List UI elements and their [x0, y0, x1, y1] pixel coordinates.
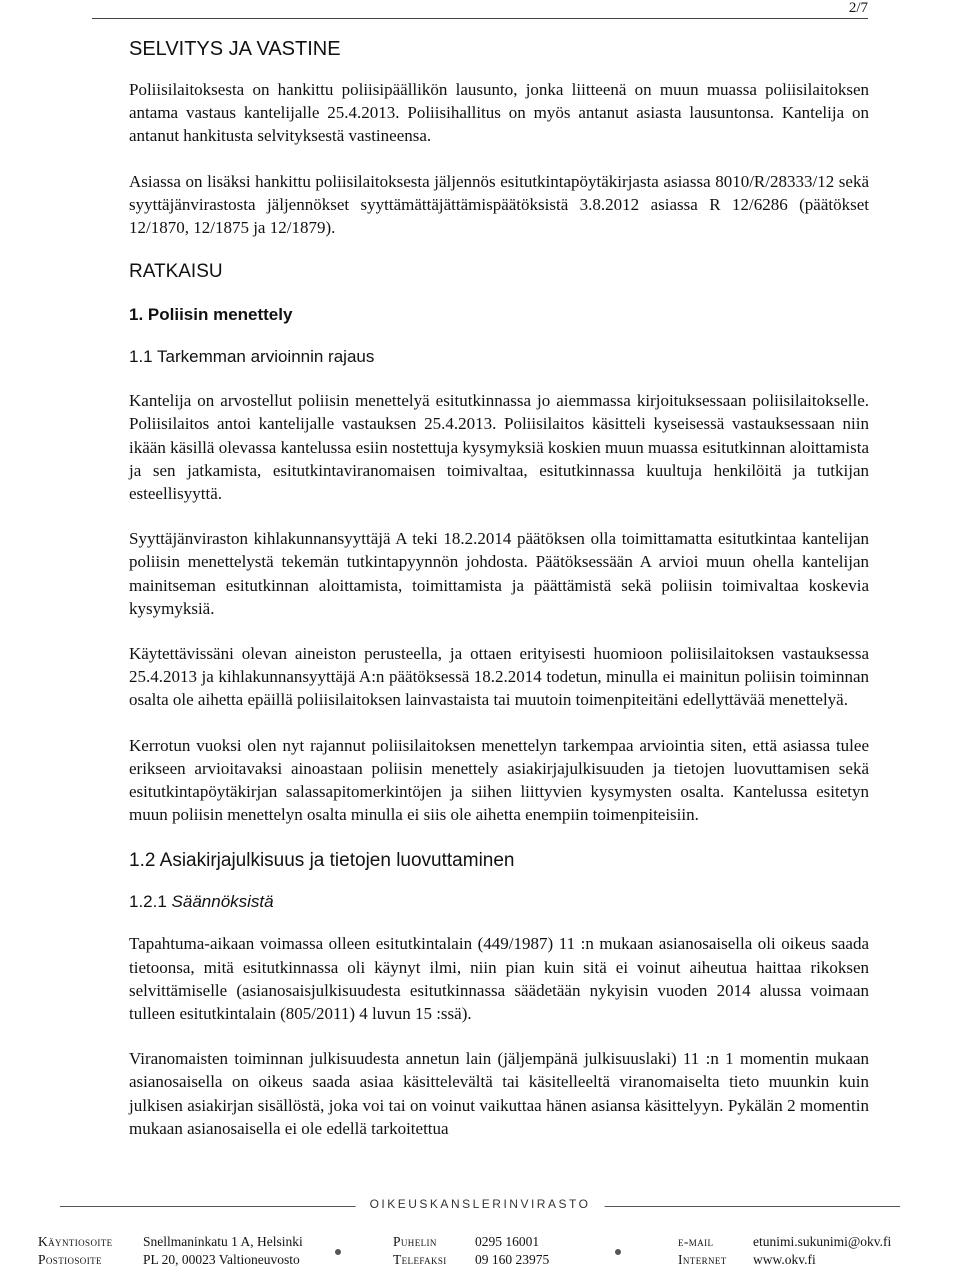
heading-selvitys: SELVITYS JA VASTINE — [129, 38, 341, 60]
footer-separator-dot — [615, 1249, 621, 1255]
section-number: 1.2.1 — [129, 892, 172, 912]
footer-label: Internet — [678, 1252, 727, 1267]
paragraph: Viranomaisten toiminnan julkisuudesta annetun lain (jäljempänä julkisuuslaki) 11 :n 1 momentin mukaan asianosaisella on oikeus saada asiaa käsittelevältä tai käsitelleeltä viranomaiselta tieto muunkin kuin julkisen asiakirjan sisällöstä, joka voi tai on voinut vaikuttaa hänen asiansa käsittelyyn. Pykälän 2 momentin mukaan asianosaisella ei ole edellä tarkoitettua — [129, 1049, 869, 1138]
footer-phone: 0295 16001 — [475, 1234, 540, 1249]
document-body — [129, 38, 869, 1140]
footer-label: Postiosoite — [38, 1252, 102, 1267]
footer-fax: 09 160 23975 — [475, 1252, 550, 1267]
footer-label: Puhelin — [393, 1234, 437, 1249]
heading-saannoksista — [129, 892, 869, 912]
footer-brand: OIKEUSKANSLERINVIRASTO — [356, 1197, 605, 1211]
footer-label: e-mail — [678, 1234, 714, 1249]
paragraph: Tapahtuma-aikaan voimassa olleen esitutkintalain (449/1987) 11 :n mukaan asianosaisella oli oikeus saada tietoonsa, mitä esitutkinnassa oli käynyt ilmi, niin pian kuin sitä ei voinut aiheutua haittaa rikoksen selvittämiselle (asianosaisjulkisuudesta esitutkinnassa säädetään nykyisin vuoden 2014 alussa voimaan tulleen esitutkintalain (805/2011) 4 luvun 15 :ssä). — [129, 934, 869, 1024]
paragraph: Kantelija on arvostellut poliisin menettelyä esitutkinnassa jo aiemmassa kirjoituksessaan poliisilaitokselle. Poliisilaitos antoi kantelijalle vastauksen 25.4.2013. Poliisilaitos käsitteli kyseisessä vastauksessaan niin ikään käsillä olevassa kantelussa esiin nostettuja kysymyksiä koskien muun muassa esitutkinnan aloittamista ja sen jatkamista, esitutkintaviranomaisen toimivaltaa, esitutkinnassa kuultuja henkilöitä ja tutkijan esteellisyyttä. — [129, 391, 869, 504]
paragraph: Syyttäjänviraston kihlakunnansyyttäjä A teki 18.2.2014 päätöksen olla toimittamatta esitutkintaa kantelijan poliisin menettelystä tekemän tutkintapyynnön johdosta. Päätöksessään A arvioi muun ohella kantelijan mainitseman esitutkinnan aloittamista, toimittamista ja päättämistä sekä poliisin toimivaltaa koskevia kysymyksiä. — [129, 529, 869, 618]
footer-website[interactable]: www.okv.fi — [753, 1252, 816, 1267]
paragraph: Käytettävissäni olevan aineiston perusteella, ja ottaen erityisesti huomioon poliisilaitoksen vastauksessa 25.4.2013 ja kihlakunnansyyttäjä A:n päätöksessä 18.2.2014 todetun, minulla ei mainitun poliisin toiminnan osalta ole aihetta epäillä poliisilaitoksen lainvastaista tai muutoin toimenpiteitäni edellyttävää menettelyä. — [129, 644, 869, 710]
heading-rajaus: 1.1 Tarkemman arvioinnin rajaus — [129, 347, 375, 367]
footer-separator-dot — [335, 1249, 341, 1255]
page-number: 2/7 — [848, 0, 868, 16]
paragraph: Poliisilaitoksesta on hankittu poliisipäällikön lausunto, jonka liitteenä on muun muassa poliisilaitoksen antama vastaus kantelijalle 25.4.2013. Poliisihallitus on myös antanut asiasta lausuntonsa. Kantelija on antanut hankitusta selvityksestä vastineensa. — [129, 80, 869, 146]
header-rule — [92, 18, 868, 19]
paragraph: Asiassa on lisäksi hankittu poliisilaitoksesta jäljennös esitutkintapöytäkirjasta asiassa 8010/R/28333/12 sekä syyttäjänvirastosta jäljennökset syyttämättäjättämispäätöksistä 3.8.2012 asiassa R 12/6286 (päätökset 12/1870, 12/1875 ja 12/1879). — [129, 171, 869, 238]
heading-poliisin-menettely: 1. Poliisin menettely — [129, 305, 293, 325]
footer-label: Telefaksi — [393, 1252, 447, 1267]
footer-address: Snellmaninkatu 1 A, Helsinki — [143, 1234, 303, 1249]
footer-label: Käyntiosoite — [38, 1234, 113, 1249]
paragraph: Kerrotun vuoksi olen nyt rajannut poliisilaitoksen menettelyn tarkempaa arviointia siten, että asiassa tulee erikseen arvioitavaksi ainoastaan poliisin menettely asiakirjajulkisuuden ja tietojen luovuttamisen sekä esitutkintapöytäkirjan salassapitomerkintöjen ja siihen liittyvien kysymysten osalta. Kantelussa esitetyn muun poliisin menettelyn osalta minulla ei siis ole aihetta enempiin toimenpiteisiin. — [129, 735, 869, 825]
section-title: Säännöksistä — [171, 892, 274, 912]
footer-postal: PL 20, 00023 Valtioneuvosto — [143, 1252, 300, 1267]
heading-asiakirjajulkisuus: 1.2 Asiakirjajulkisuus ja tietojen luovuttaminen — [129, 850, 515, 872]
heading-ratkaisu: RATKAISU — [129, 261, 223, 283]
footer-email: etunimi.sukunimi@okv.fi — [753, 1234, 892, 1249]
